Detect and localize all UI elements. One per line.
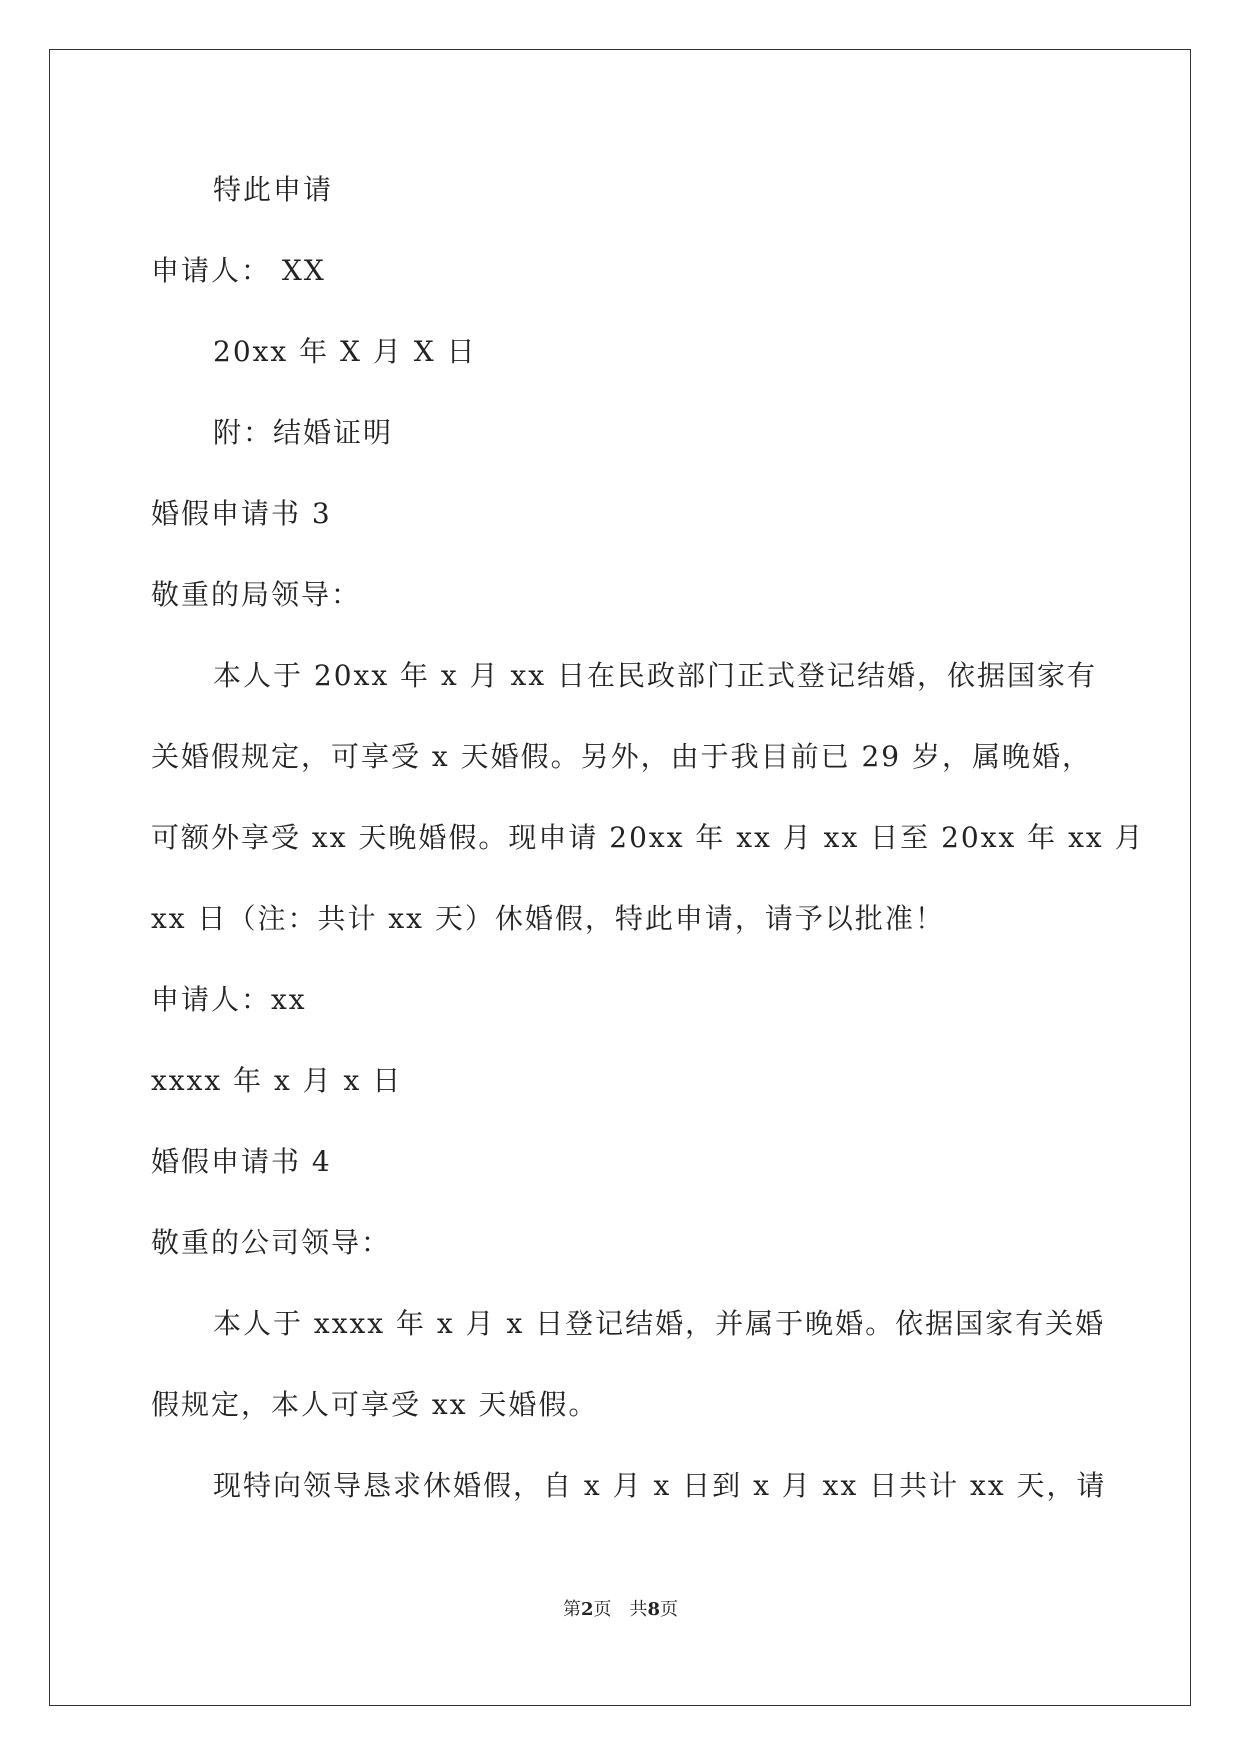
footer-suffix: 页 <box>660 1599 679 1620</box>
section-title-4: 婚假申请书 4 <box>151 1145 332 1178</box>
applicant-line: 申请人： XX <box>151 254 326 287</box>
attachment-line: 附：结婚证明 <box>213 416 394 449</box>
body-paragraph-line: xx 日（注：共计 xx 天）休婚假，特此申请，请予以批准！ <box>151 902 945 935</box>
body-paragraph-line: 假规定，本人可享受 xx 天婚假。 <box>151 1388 599 1421</box>
body-paragraph-line: 本人于 20xx 年 x 月 xx 日在民政部门正式登记结婚，依据国家有 <box>213 659 1097 692</box>
total-pages-number: 8 <box>647 1599 661 1620</box>
body-paragraph-line: 关婚假规定，可享受 x 天婚假。另外，由于我目前已 29 岁，属晚婚， <box>151 740 1093 773</box>
applicant-line: 申请人：xx <box>151 983 307 1016</box>
page-border <box>49 49 1191 1706</box>
date-line: 20xx 年 X 月 X 日 <box>213 335 477 368</box>
body-paragraph-line: 现特向领导恳求休婚假，自 x 月 x 日到 x 月 xx 日共计 xx 天，请 <box>213 1469 1107 1502</box>
current-page-number: 2 <box>580 1599 594 1620</box>
section-title-3: 婚假申请书 3 <box>151 497 332 530</box>
salutation-3: 敬重的局领导： <box>151 578 362 611</box>
closing-text: 特此申请 <box>213 173 334 206</box>
salutation-4: 敬重的公司领导： <box>151 1226 392 1259</box>
footer-middle: 页 共 <box>593 1599 648 1620</box>
footer-prefix: 第 <box>562 1599 581 1620</box>
page-footer <box>0 1598 1241 1622</box>
body-paragraph-line: 可额外享受 xx 天晚婚假。现申请 20xx 年 xx 月 xx 日至 20xx 年 xx 月 <box>151 821 1145 854</box>
body-paragraph-line: 本人于 xxxx 年 x 月 x 日登记结婚，并属于晚婚。依据国家有关婚 <box>213 1307 1106 1340</box>
date-line: xxxx 年 x 月 x 日 <box>151 1064 403 1097</box>
